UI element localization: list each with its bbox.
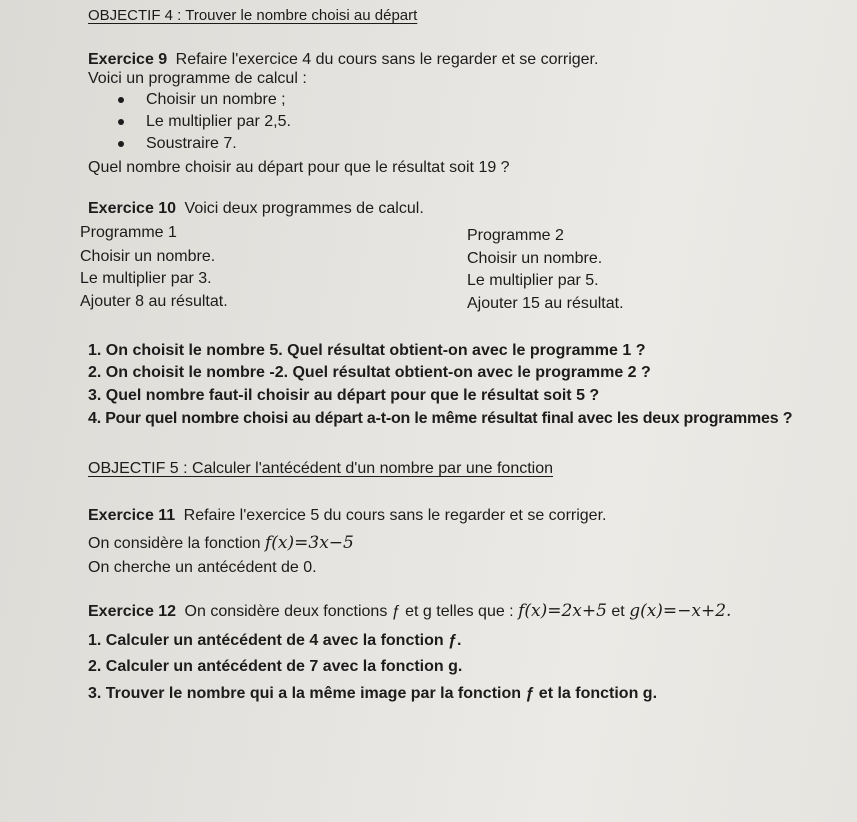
exercise-10-intro: Voici deux programmes de calcul. [184, 200, 424, 217]
exercise-9-step-2: Le multiplier par 2,5. [146, 113, 291, 130]
exercise-12-f-expression: f(x)=2x+5 [518, 601, 607, 621]
exercise-11-line-2: On cherche un antécédent de 0. [88, 559, 317, 576]
exercise-10-heading [88, 199, 424, 219]
exercise-9-instruction: Refaire l'exercice 4 du cours sans le regarder et se corriger. [175, 51, 599, 68]
exercise-10-question-2: 2. On choisit le nombre -2. Quel résultat obtient-on avec le programme 2 ? [88, 364, 651, 381]
objectif-4-title: OBJECTIF 4 : Trouver le nombre choisi au départ [88, 7, 418, 24]
exercise-12-question-3: 3. Trouver le nombre qui a la même image par la fonction ƒ et la fonction g. [88, 685, 658, 702]
exercise-11-heading [88, 506, 606, 526]
exercise-12-question-1: 1. Calculer un antécédent de 4 avec la fonction ƒ. [88, 632, 462, 649]
exercise-12-g-expression: g(x)=−x+2. [629, 601, 732, 621]
exercise-11-line-1-text: On considère la fonction [88, 535, 261, 552]
exercise-9-heading [88, 50, 598, 70]
exercise-11-function-expression: f(x)=3x−5 [265, 533, 354, 553]
exercise-9-label: Exercice 9 [88, 51, 168, 68]
exercise-10-question-1: 1. On choisit le nombre 5. Quel résultat obtient-on avec le programme 1 ? [88, 342, 646, 359]
program-1-step-2: Le multiplier par 3. [80, 270, 212, 287]
program-1-title: Programme 1 [80, 224, 177, 241]
exercise-9-intro: Voici un programme de calcul : [88, 70, 307, 87]
exercise-11-instruction: Refaire l'exercice 5 du cours sans le regarder et se corriger. [183, 507, 607, 524]
program-2-step-1: Choisir un nombre. [467, 250, 603, 267]
exercise-12-label: Exercice 12 [88, 603, 177, 620]
bullet-icon [118, 97, 124, 103]
exercise-10-label: Exercice 10 [88, 200, 177, 217]
exercise-11-line-1 [88, 533, 354, 554]
exercise-9-step-3: Soustraire 7. [146, 135, 237, 152]
exercise-12-intro: On considère deux fonctions ƒ et g telles que : [184, 603, 514, 620]
exercise-10-question-3: 3. Quel nombre faut-il choisir au départ pour que le résultat soit 5 ? [88, 387, 600, 404]
exercise-12-heading [88, 601, 731, 622]
program-2-step-2: Le multiplier par 5. [467, 272, 599, 289]
bullet-icon [118, 141, 124, 147]
exercise-12-connector: et [611, 603, 625, 620]
program-1-step-3: Ajouter 8 au résultat. [80, 293, 228, 310]
bullet-icon [118, 119, 124, 125]
program-1-step-1: Choisir un nombre. [80, 248, 216, 265]
exercise-12-question-2: 2. Calculer un antécédent de 7 avec la fonction g. [88, 658, 463, 675]
exercise-9-question: Quel nombre choisir au départ pour que le résultat soit 19 ? [88, 159, 510, 176]
exercise-10-question-4: 4. Pour quel nombre choisi au départ a-t-on le même résultat final avec les deux programmes ? [88, 410, 793, 427]
objectif-5-title: OBJECTIF 5 : Calculer l'antécédent d'un nombre par une fonction [88, 460, 554, 477]
program-2-step-3: Ajouter 15 au résultat. [467, 295, 624, 312]
exercise-11-label: Exercice 11 [88, 507, 176, 524]
exercise-9-step-1: Choisir un nombre ; [146, 91, 286, 108]
program-2-title: Programme 2 [467, 227, 564, 244]
